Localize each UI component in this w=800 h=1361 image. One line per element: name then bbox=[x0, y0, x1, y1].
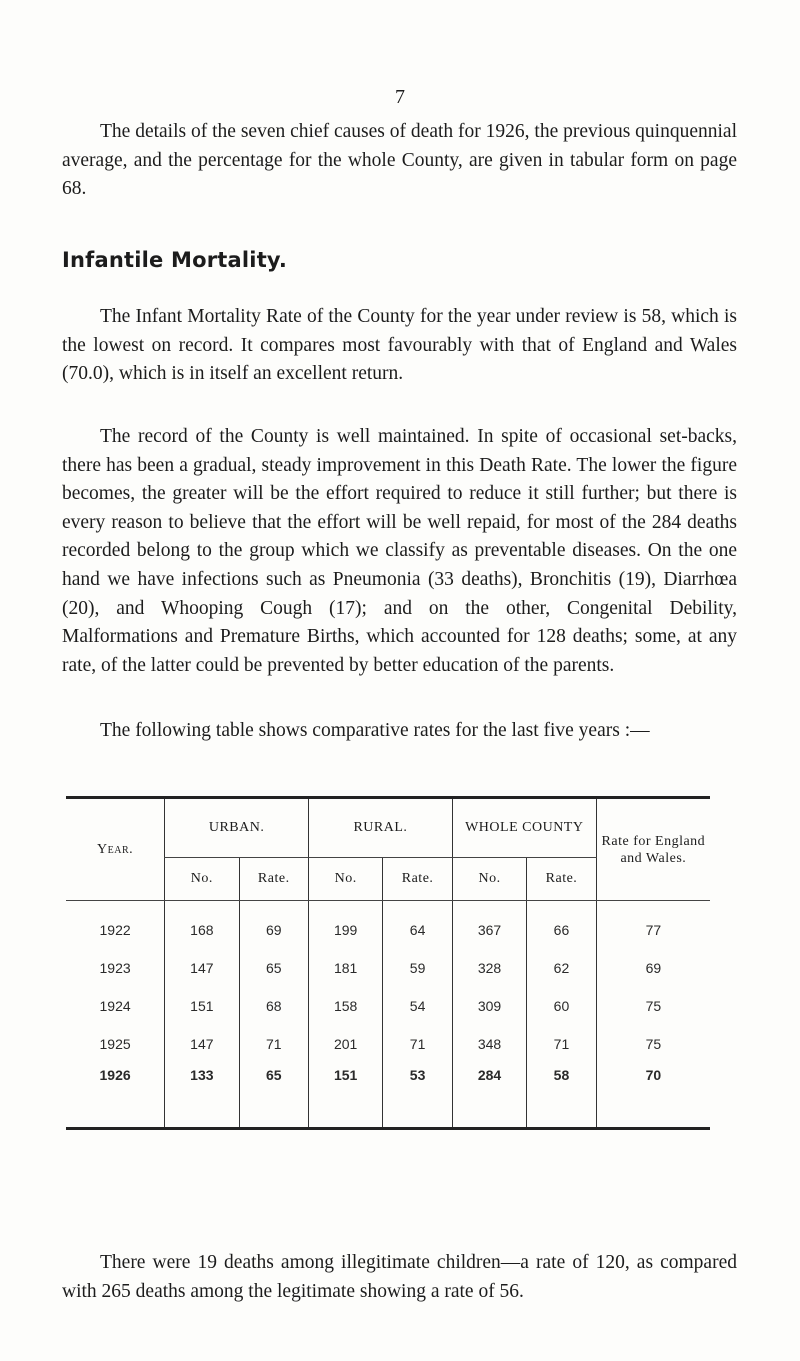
urban-group-header: URBAN. bbox=[165, 798, 309, 858]
urban-no-cell: 151 bbox=[165, 987, 239, 1025]
table-row bbox=[66, 1063, 710, 1129]
rural-rate-header: Rate. bbox=[383, 858, 453, 901]
urban-no-cell: 168 bbox=[165, 901, 239, 950]
county-rate-header: Rate. bbox=[527, 858, 597, 901]
section-heading: Infantile Mortality. bbox=[62, 248, 288, 272]
rural-rate-cell: 53 bbox=[383, 1063, 453, 1129]
table-row bbox=[66, 987, 710, 1025]
urban-no-cell: 147 bbox=[165, 949, 239, 987]
england-rate-cell: 69 bbox=[596, 949, 710, 987]
rural-group-header: RURAL. bbox=[309, 798, 453, 858]
rural-no-cell: 199 bbox=[309, 901, 383, 950]
county-rate-cell: 62 bbox=[527, 949, 597, 987]
year-cell: 1923 bbox=[99, 960, 131, 976]
county-no-cell: 367 bbox=[452, 901, 526, 950]
rural-rate-cell: 59 bbox=[383, 949, 453, 987]
county-rate-cell: 60 bbox=[527, 987, 597, 1025]
urban-rate-header: Rate. bbox=[239, 858, 309, 901]
england-rate-cell: 70 bbox=[596, 1063, 710, 1129]
year-cell: 1926 bbox=[99, 1067, 131, 1083]
year-cell: 1925 bbox=[99, 1036, 131, 1052]
year-cell: 1924 bbox=[99, 998, 131, 1014]
urban-no-header: No. bbox=[165, 858, 239, 901]
table-intro-paragraph: The following table shows comparative rates for the last five years :— bbox=[100, 720, 650, 741]
urban-rate-cell: 68 bbox=[239, 987, 309, 1025]
rural-no-header: No. bbox=[309, 858, 383, 901]
urban-no-cell: 147 bbox=[165, 1025, 239, 1063]
england-wales-rate-header: Rate for England and Wales. bbox=[596, 798, 710, 901]
intro-paragraph: The details of the seven chief causes of death for 1926, the previous quinquennial average, and the percentage for the whole County, are given in tabular form on page 68. bbox=[62, 121, 737, 200]
england-rate-cell: 77 bbox=[596, 901, 710, 950]
rural-rate-cell: 64 bbox=[383, 901, 453, 950]
comparative-rates-table-wrapper bbox=[66, 796, 710, 1130]
county-no-cell: 348 bbox=[452, 1025, 526, 1063]
whole-county-group-header: WHOLE COUNTY bbox=[452, 798, 596, 858]
rural-no-cell: 151 bbox=[309, 1063, 383, 1129]
county-rate-cell: 71 bbox=[527, 1025, 597, 1063]
rural-rate-cell: 71 bbox=[383, 1025, 453, 1063]
year-cell: 1922 bbox=[99, 922, 131, 938]
county-no-header: No. bbox=[452, 858, 526, 901]
county-rate-cell: 66 bbox=[527, 901, 597, 950]
rural-rate-cell: 54 bbox=[383, 987, 453, 1025]
county-no-cell: 309 bbox=[452, 987, 526, 1025]
page-number: 7 bbox=[395, 86, 405, 108]
england-rate-cell: 75 bbox=[596, 987, 710, 1025]
urban-no-cell: 133 bbox=[165, 1063, 239, 1129]
table-row bbox=[66, 949, 710, 987]
illegitimate-deaths-paragraph: There were 19 deaths among illegitimate children—a rate of 120, as compared with 265 deaths among the legitimate showing a rate of 56. bbox=[62, 1252, 737, 1302]
comparative-rates-table bbox=[66, 796, 710, 1130]
record-paragraph: The record of the County is well maintained. In spite of occasional set-backs, there has been a gradual, steady improvement in this Death Rate. The lower the figure becomes, the greater will be the effort required to reduce it still further; but there is every reason to believe that the effort will be well repaid, for most of the 284 deaths recorded belong to the group which we classify as preventable diseases. On the one hand we have infections such as Pneumonia (33 deaths), Bronchitis (19), Diarrhœa (20), and Whooping Cough (17); and on the other, Congenital Debility, Malformations and Premature Births, which accounted for 128 deaths; some, at any rate, of the latter could be prevented by better education of the parents. bbox=[62, 426, 737, 676]
county-rate-cell: 58 bbox=[527, 1063, 597, 1129]
urban-rate-cell: 65 bbox=[239, 1063, 309, 1129]
rural-no-cell: 181 bbox=[309, 949, 383, 987]
rural-no-cell: 158 bbox=[309, 987, 383, 1025]
urban-rate-cell: 69 bbox=[239, 901, 309, 950]
table-row bbox=[66, 1025, 710, 1063]
urban-rate-cell: 65 bbox=[239, 949, 309, 987]
infant-mortality-paragraph: The Infant Mortality Rate of the County for the year under review is 58, which is the lowest on record. It compares most favourably with that of England and Wales (70.0), which is in itself an excellent return. bbox=[62, 306, 737, 385]
england-rate-cell: 75 bbox=[596, 1025, 710, 1063]
county-no-cell: 328 bbox=[452, 949, 526, 987]
rural-no-cell: 201 bbox=[309, 1025, 383, 1063]
table-row bbox=[66, 901, 710, 950]
county-no-cell: 284 bbox=[452, 1063, 526, 1129]
urban-rate-cell: 71 bbox=[239, 1025, 309, 1063]
year-column-header: Year. bbox=[66, 798, 165, 901]
